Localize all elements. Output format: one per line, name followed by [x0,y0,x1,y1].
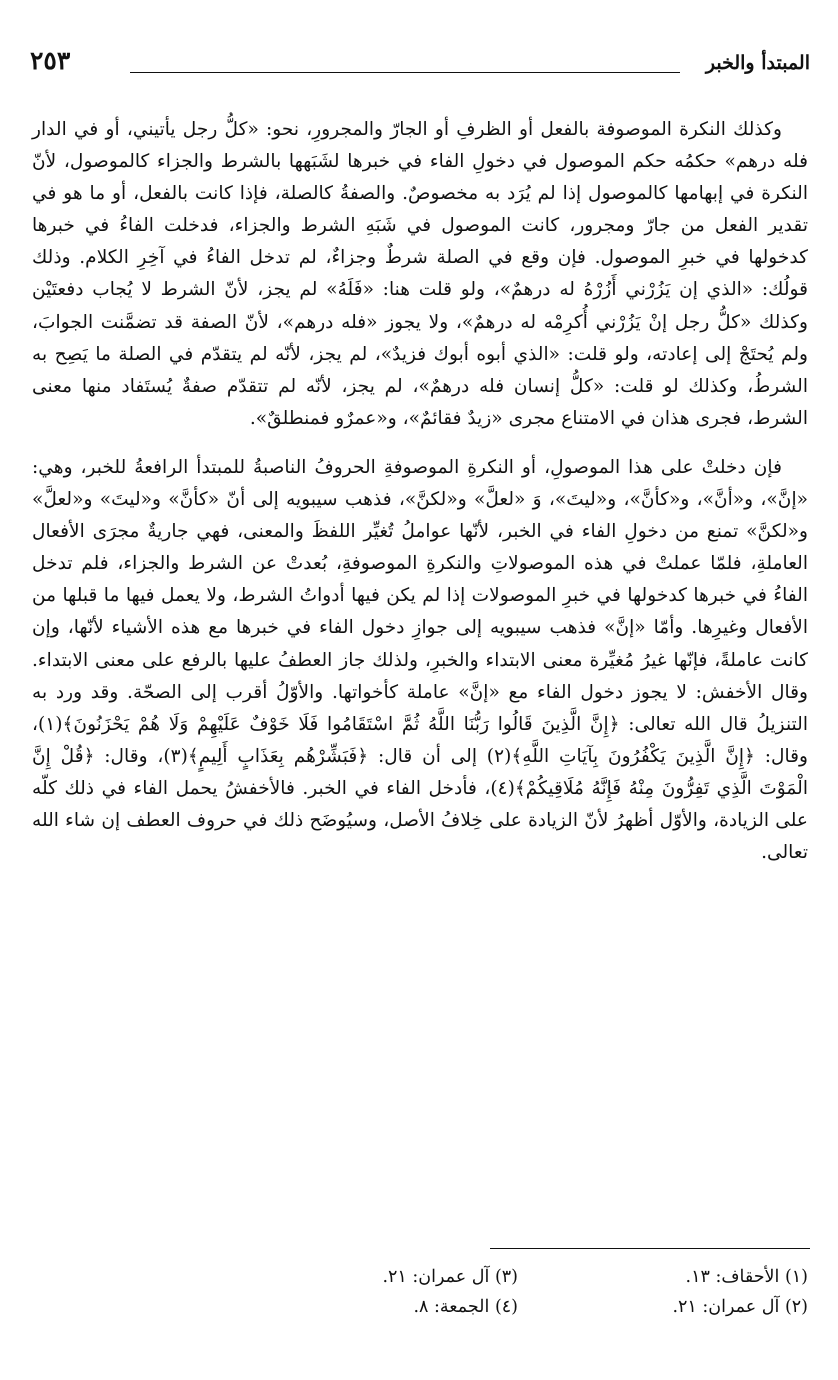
header-rule [130,72,680,73]
footnote-column-right [538,1262,808,1322]
paragraph: وكذلك النكرة الموصوفة بالفعل أو الظرفِ أو الجارّ والمجرورِ، نحو: «كلُّ رجل يأتيني، أو في الدار فله درهم» حكمُه حكم الموصول في دخولِ الفاء في خبرها لشَبَهها بالشرط والجزاء كالموصول، لأنّ النكرة في إبهامها كالموصول إذا لم يُرَد به مخصوصٌ. والصفةُ كالصلة، فإذا كانت بالفعل، أو ما هو في تقدير الفعل من جارّ ومجرور، كانت الموصول في شَبَهِ الشرط والجزاء، فدخلت الفاءُ في خبرها كدخولها في خبرِ الموصول. فإن وقع في الصلة شرطٌ وجزاءٌ، لم تدخل الفاءُ في آخِرِ الكلام. وذلك قولُك: «الذي إن يَزُرْني أَزُرْهُ له درهمٌ»، ولو قلت هنا: «فَلَهُ» لم يجز، لأنّ الشرط لا يُجاب دفعتَيْن وكذلك «كلُّ رجل إنْ يَزُرْني أُكرِمْه له درهمٌ»، ولا يجوز «فله درهم»، لأنّ الصفة قد تضمَّنت الجوابَ، ولم يُحتَجْ إلى إعادته، ولو قلت: «الذي أبوه أبوك فزيدٌ»، لم يجز، لأنّه لم يتقدّم في الصلة ما يَصِح به الشرطُ، وكذلك لو قلت: «كلُّ إنسان فله درهمٌ»، لم يجز، لأنّه لم تتقدّم صفةٌ يُستَفاد منها معنى الشرط، فجرى هذان في الامتناع مجرى «زيدٌ فقائمٌ»، و«عمرٌو فمنطلقٌ». [32,119,808,429]
footnote-text: آل عمران: ٢١. [382,1267,490,1287]
footnote-3 [248,1262,518,1292]
footnote-1 [538,1262,808,1292]
footnote-marker: (٢) [784,1297,808,1317]
footnote-separator [490,1248,810,1249]
footnote-text: الجمعة: ٨. [413,1297,490,1317]
page-number: ٢٥٣ [30,46,71,75]
footnote-4 [248,1292,518,1322]
footnote-2 [538,1292,808,1322]
footnote-column-left [248,1262,518,1322]
page-header [30,46,810,84]
footnote-text: آل عمران: ٢١. [672,1297,780,1317]
running-title: المبتدأ والخبر [705,52,810,74]
paragraph: فإن دخلتْ على هذا الموصولِ، أو النكرةِ الموصوفةِ الحروفُ الناصبةُ للمبتدأ الرافعةُ للخبر، وهي: «إنَّ»، و«أنَّ»، و«كأنَّ»، و«ليتَ»، وَ «لعلَّ» و«لكنَّ»، فذهب سيبويه إلى أنّ «كأنَّ» و«ليتَ» و«لعلَّ» و«لكنَّ» تمنع من دخولِ الفاء في الخبر، لأنّها عواملُ تُغيِّر اللفظَ والمعنى، فهي جاريةٌ مجرَى الأفعال العاملةِ، فلمّا عملتْ في هذه الموصولاتِ والنكرةِ الموصوفةِ، بُعدتْ عن الشرط والجزاء، فلم تدخل الفاءُ في خبرها كدخولها في خبرِ الموصولات إذا لم يكن فيها أدواتُ الشرط، ولا يعمل فيها ما قبلها من الأفعال وغيرِها. وأمّا «إنَّ» فذهب سيبويه إلى جوازِ دخول الفاء في خبرها مع هذه الأشياء لأنّها، وإن كانت عاملةً، فإنّها غيرُ مُغيِّرة معنى الابتداء والخبرِ، ولذلك جاز العطفُ عليها بالرفع على معنى الابتداء. وقال الأخفش: لا يجوز دخول الفاء مع «إنَّ» عاملة كأخواتها. والأوّلُ أقرب إلى الصحّة. وقد ورد به التنزيلُ قال الله تعالى: ﴿إِنَّ الَّذِينَ قَالُوا رَبُّنَا اللَّهُ ثُمَّ اسْتَقَامُوا فَلَا خَوْفٌ عَلَيْهِمْ وَلَا هُمْ يَحْزَنُونَ﴾(١)، وقال: ﴿إِنَّ الَّذِينَ يَكْفُرُونَ بِآيَاتِ اللَّهِ﴾(٢) إلى أن قال: ﴿فَبَشِّرْهُم بِعَذَابٍ أَلِيمٍ﴾(٣)، وقال: ﴿قُلْ إِنَّ الْمَوْتَ الَّذِي تَفِرُّونَ مِنْهُ فَإِنَّهُ مُلَاقِيكُمْ﴾(٤)، فأدخل الفاء في الخبر. فالأخفشُ يحمل الفاء في ذلك كلّه على الزيادة، والأوّل أظهرُ لأنّ الزيادة على خِلافُ الأصل، وسيُوضَح ذلك في حروف العطف إن شاء الله تعالى. [32,456,809,864]
main-text [32,114,808,869]
footnote-marker: (٣) [494,1267,518,1287]
footnote-marker: (٤) [494,1297,518,1317]
footnote-text: الأحقاف: ١٣. [685,1267,780,1287]
footnote-marker: (١) [784,1267,808,1287]
